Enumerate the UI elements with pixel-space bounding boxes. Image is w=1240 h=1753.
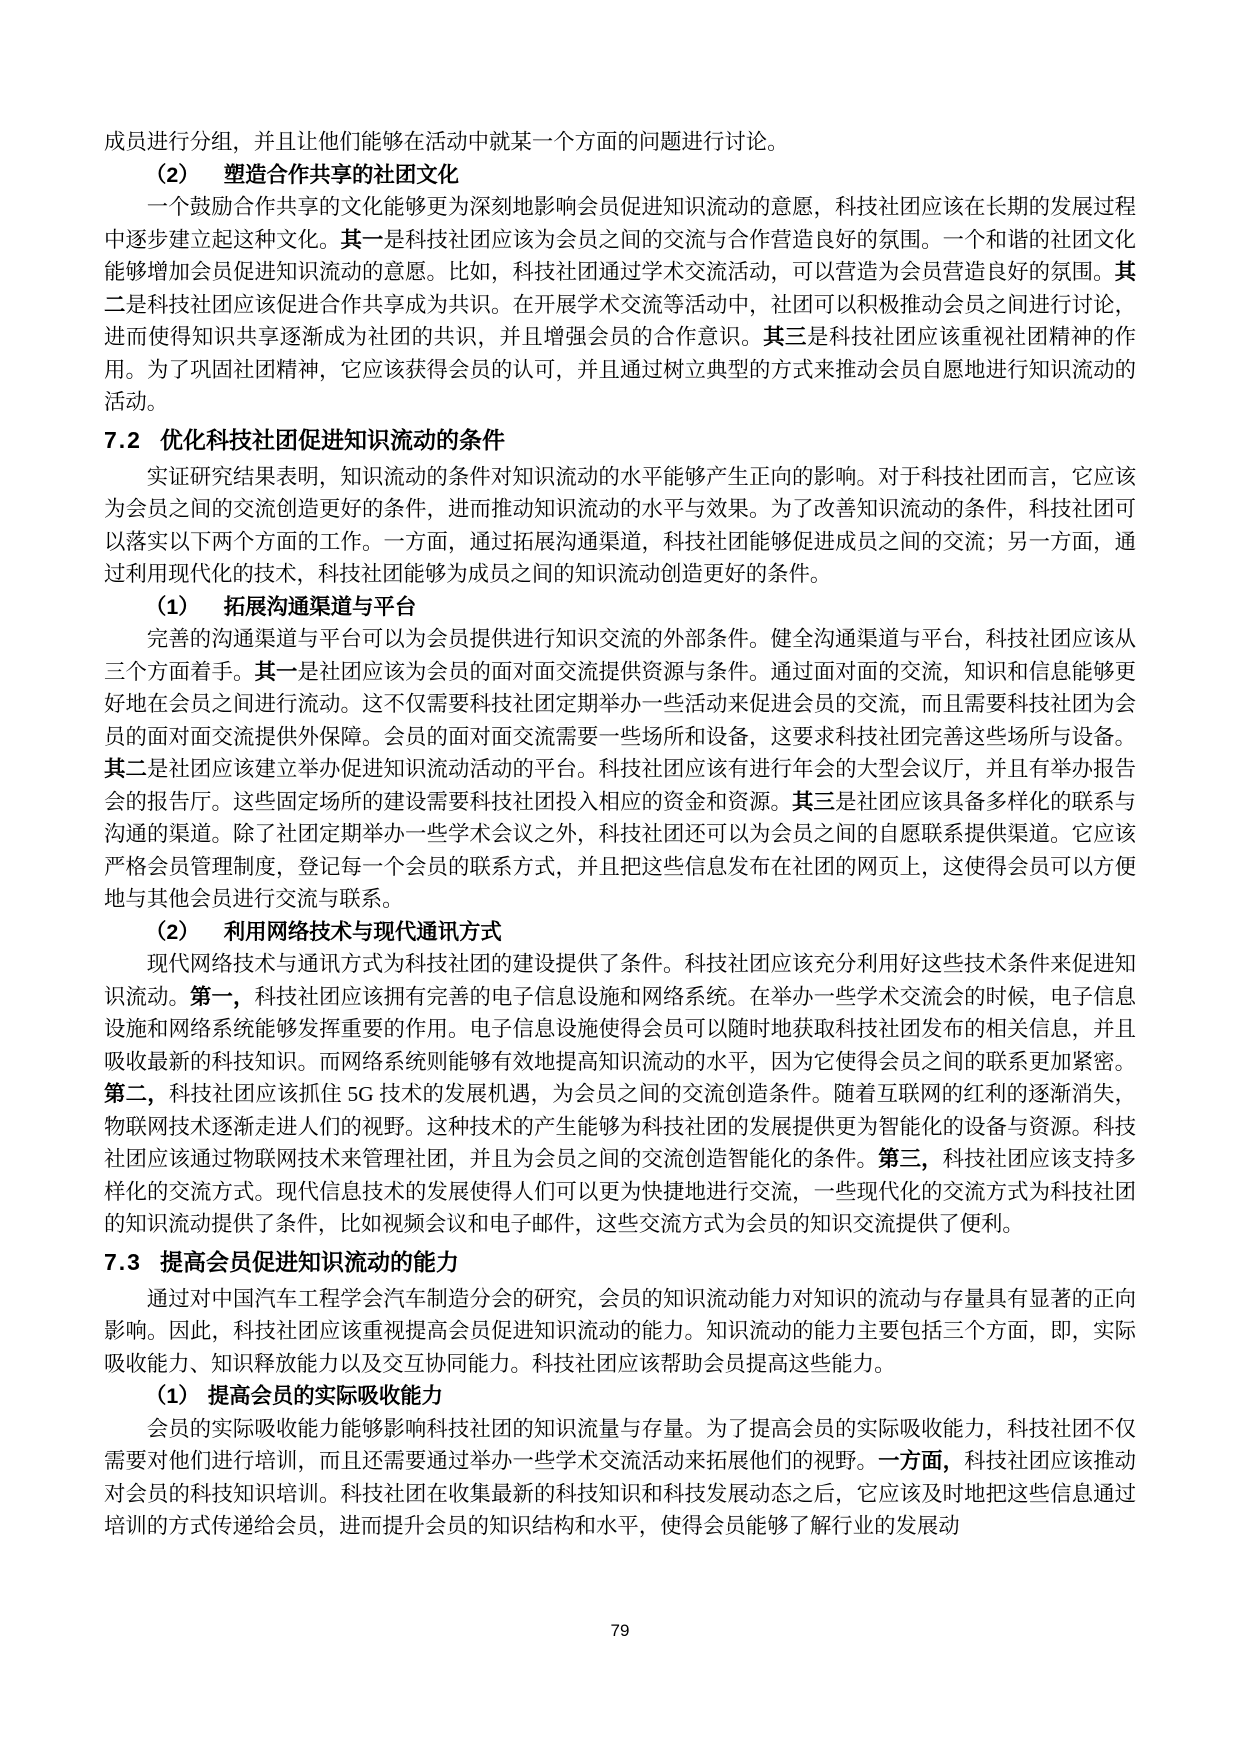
text-run: 科技社团应该抓住 5G 技术的发展机遇，为会员之间的交流创造条件。随着互联网的红利的逐渐消失，物联网技术逐渐走进人们的视野。这种技术的产生能够为科技社团的发展提供更为智能化的设备与资源。科技社团应该通过物联网技术来管理社团，并且为会员之间的交流创造智能化的条件。 (104, 1082, 1136, 1171)
bold-run: 其三 (792, 789, 836, 814)
bold-run: 一方面， (878, 1449, 965, 1473)
text-run: 是社团应该具备多样化的联系与沟通的渠道。除了社团定期举办一些学术会议之外，科技社团还可以为会员之间的自愿联系提供渠道。它应该严格会员管理制度，登记每一个会员的联系方式，并且把这些信息发布在社团的网页上，这使得会员可以方便地与其他会员进行交流与联系。 (104, 789, 1136, 911)
text-run: 是社团应该建立举办促进知识流动活动的平台。科技社团应该有进行年会的大型会议厅，并且有举办报告会的报告厅。这些固定场所的建设需要科技社团投入相应的资金和资源。 (104, 757, 1136, 814)
sub-heading (104, 159, 1136, 192)
page-number: 79 (610, 1621, 630, 1640)
bold-run: 第三， (878, 1147, 943, 1171)
sub-heading-title: 拓展沟通渠道与平台 (223, 594, 417, 619)
body-paragraph (104, 623, 1136, 916)
text-run: 科技社团应该支持多样化的交流方式。现代信息技术的发展使得人们可以更为快捷地进行交流，一些现代化的交流方式为科技社团的知识流动提供了条件，比如视频会议和电子邮件，这些交流方式为会员的知识交流提供了便利。 (104, 1147, 1136, 1236)
sub-heading (104, 916, 1136, 949)
section-heading (104, 1243, 1136, 1281)
body-paragraph (104, 1283, 1136, 1381)
body-paragraph (104, 1413, 1136, 1543)
sub-heading-title: 塑造合作共享的社团文化 (223, 162, 459, 187)
text-run: 一个鼓励合作共享的文化能够更为深刻地影响会员促进知识流动的意愿，科技社团应该在长期的发展过程中逐步建立起这种文化。 (104, 195, 1136, 252)
bold-run: 其一 (340, 227, 384, 252)
text-run: 现代网络技术与通讯方式为科技社团的建设提供了条件。科技社团应该充分利用好这些技术条件来促进知识流动。 (104, 952, 1136, 1009)
text-run: 会员的实际吸收能力能够影响科技社团的知识流量与存量。为了提高会员的实际吸收能力，科技社团不仅需要对他们进行培训，而且还需要通过举办一些学术交流活动来拓展他们的视野。 (104, 1416, 1136, 1473)
text-run: 科技社团应该拥有完善的电子信息设施和网络系统。在举办一些学术交流会的时候，电子信息设施和网络系统能够发挥重要的作用。电子信息设施使得会员可以随时地获取科技社团发布的相关信息，并且吸收最新的科技知识。而网络系统则能够有效地提高知识流动的水平，因为它使得会员之间的联系更加紧密。 (104, 984, 1136, 1074)
body-paragraph (104, 191, 1136, 419)
body-paragraph (104, 948, 1136, 1241)
sub-heading-number: （1） (145, 594, 200, 619)
text-run: 科技社团应该推动对会员的科技知识培训。科技社团在收集最新的科技知识和科技发展动态之后，它应该及时地把这些信息通过培训的方式传递给会员，进而提升会员的知识结构和水平，使得会员能够了解行业的发展动 (104, 1449, 1136, 1538)
text-run: 通过对中国汽车工程学会汽车制造分会的研究，会员的知识流动能力对知识的流动与存量具有显著的正向影响。因此，科技社团应该重视提高会员促进知识流动的能力。知识流动的能力主要包括三个方面，即，实际吸收能力、知识释放能力以及交互协同能力。科技社团应该帮助会员提高这些能力。 (104, 1286, 1136, 1376)
bold-run: 第二， (104, 1082, 169, 1106)
text-run: 成员进行分组，并且让他们能够在活动中就某一个方面的问题进行讨论。 (104, 130, 789, 154)
bold-run: 其二 (104, 260, 1136, 317)
document-body (104, 126, 1136, 1543)
bold-run: 其二 (104, 757, 148, 781)
body-paragraph-continuation (104, 126, 1136, 159)
section-heading (104, 421, 1136, 459)
text-run: 完善的沟通渠道与平台可以为会员提供进行知识交流的外部条件。健全沟通渠道与平台，科技社团应该从三个方面着手。 (104, 627, 1136, 684)
bold-run: 其一 (254, 659, 298, 684)
text-run: 是科技社团应该促进合作共享成为共识。在开展学术交流等活动中，社团可以积极推动会员之间进行讨论，进而使得知识共享逐渐成为社团的共识，并且增强会员的合作意识。 (104, 292, 1136, 349)
section-title: 提高会员促进知识流动的能力 (159, 1248, 459, 1275)
section-number: 7.2 (104, 426, 142, 453)
sub-heading-title: 利用网络技术与现代通讯方式 (223, 919, 502, 944)
sub-heading-number: （2） (145, 162, 200, 187)
bold-run: 第一， (190, 984, 255, 1009)
section-number: 7.3 (104, 1248, 142, 1275)
sub-heading-title: 提高会员的实际吸收能力 (207, 1384, 443, 1408)
sub-heading-number: （1） (145, 1384, 200, 1408)
text-run: 是科技社团应该为会员之间的交流与合作营造良好的氛围。一个和谐的社团文化能够增加会员促进知识流动的意愿。比如，科技社团通过学术交流活动，可以营造为会员营造良好的氛围。 (104, 227, 1136, 284)
section-title: 优化科技社团促进知识流动的条件 (159, 426, 505, 453)
text-run: 实证研究结果表明，知识流动的条件对知识流动的水平能够产生正向的影响。对于科技社团而言，它应该为会员之间的交流创造更好的条件，进而推动知识流动的水平与效果。为了改善知识流动的条件，科技社团可以落实以下两个方面的工作。一方面，通过拓展沟通渠道，科技社团能够促进成员之间的交流；另一方面，通过利用现代化的技术，科技社团能够为成员之间的知识流动创造更好的条件。 (104, 464, 1136, 586)
body-paragraph (104, 461, 1136, 591)
sub-heading (104, 1380, 1136, 1413)
sub-heading-number: （2） (145, 919, 200, 944)
text-run: 是社团应该为会员的面对面交流提供资源与条件。通过面对面的交流，知识和信息能够更好地在会员之间进行流动。这不仅需要科技社团定期举办一些活动来促进会员的交流，而且需要科技社团为会员的面对面交流提供外保障。会员的面对面交流需要一些场所和设备，这要求科技社团完善这些场所与设备。 (104, 659, 1136, 749)
bold-run: 其三 (763, 325, 808, 349)
text-run: 是科技社团应该重视社团精神的作用。为了巩固社团精神，它应该获得会员的认可，并且通过树立典型的方式来推动会员自愿地进行知识流动的活动。 (104, 325, 1136, 414)
sub-heading (104, 591, 1136, 624)
